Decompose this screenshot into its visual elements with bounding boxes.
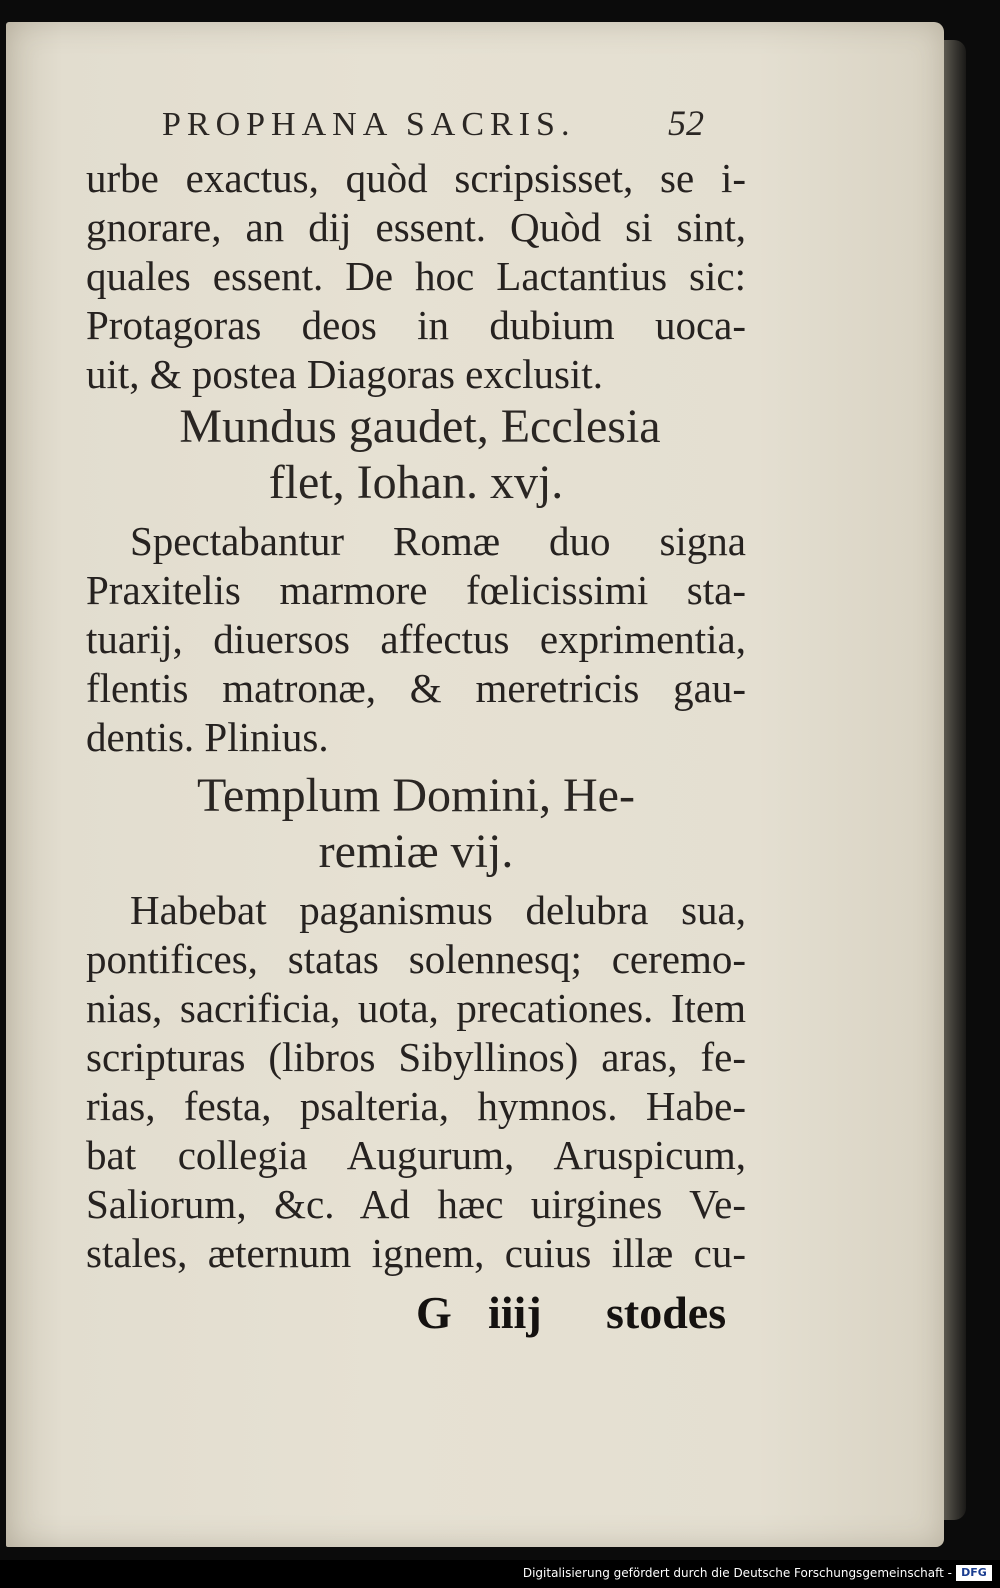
text-line: Saliorum, &c. Ad hæc uirgines Ve- [86,1181,746,1227]
page-number: 52 [668,103,704,143]
footer-credit: Digitalisierung gefördert durch die Deutsche Forschungsgemeinschaft - [522,1566,952,1580]
text-line: bat collegia Augurum, Aruspicum, [86,1132,746,1178]
heading-line: remiæ vij. [318,825,514,878]
heading-line: flet, Iohan. xvj. [268,456,564,509]
text-line: Spectabantur Romæ duo signa [130,518,746,564]
signature-mark: G [416,1287,452,1338]
text-line: quales essent. De hoc Lactantius sic: [86,253,746,299]
text-line: tuarij, diuersos affectus exprimentia, [86,616,746,662]
footer-bar [0,1560,1000,1588]
text-line: flentis matronæ, & meretricis gau- [86,665,746,711]
text-line: Praxitelis marmore fœlicissimi sta- [86,567,746,613]
text-line: rias, festa, psalteria, hymnos. Habe- [86,1083,746,1129]
text-block [86,102,746,1346]
text-line: Habebat paganismus delubra sua, [130,887,746,933]
dfg-logo-icon: DFG [956,1565,992,1581]
section-heading-2 [86,768,746,880]
text-line: uit, & postea Diagoras exclusit. [86,351,603,397]
text-line: scripturas (libros Sibyllinos) aras, fe- [86,1034,746,1080]
heading-line: Mundus gaudet, Ecclesia [179,400,661,453]
paragraph-3 [86,886,746,1278]
book-page [6,22,944,1547]
heading-line: Templum Domini, He- [197,769,635,822]
text-line: dentis. Plinius. [86,714,329,760]
catchword: stodes [606,1287,727,1338]
signature-number: iiij [488,1287,542,1338]
text-line: gnorare, an dij essent. Quòd si sint, [86,204,746,250]
section-heading-1 [86,399,746,511]
text-line: nias, sacrificia, uota, precationes. Item [86,985,746,1031]
text-line: pontifices, statas solennesq; ceremo- [86,936,746,982]
text-line: urbe exactus, quòd scripsisset, se i- [86,155,746,201]
paragraph-2 [86,517,746,762]
text-line: stales, æternum ignem, cuius illæ cu- [86,1230,746,1276]
text-line: Protagoras deos in dubium uoca- [86,302,746,348]
signature-line [86,1286,746,1346]
running-head [86,102,746,154]
paragraph-1 [86,154,746,399]
running-title: PROPHANA SACRIS. [162,106,576,143]
